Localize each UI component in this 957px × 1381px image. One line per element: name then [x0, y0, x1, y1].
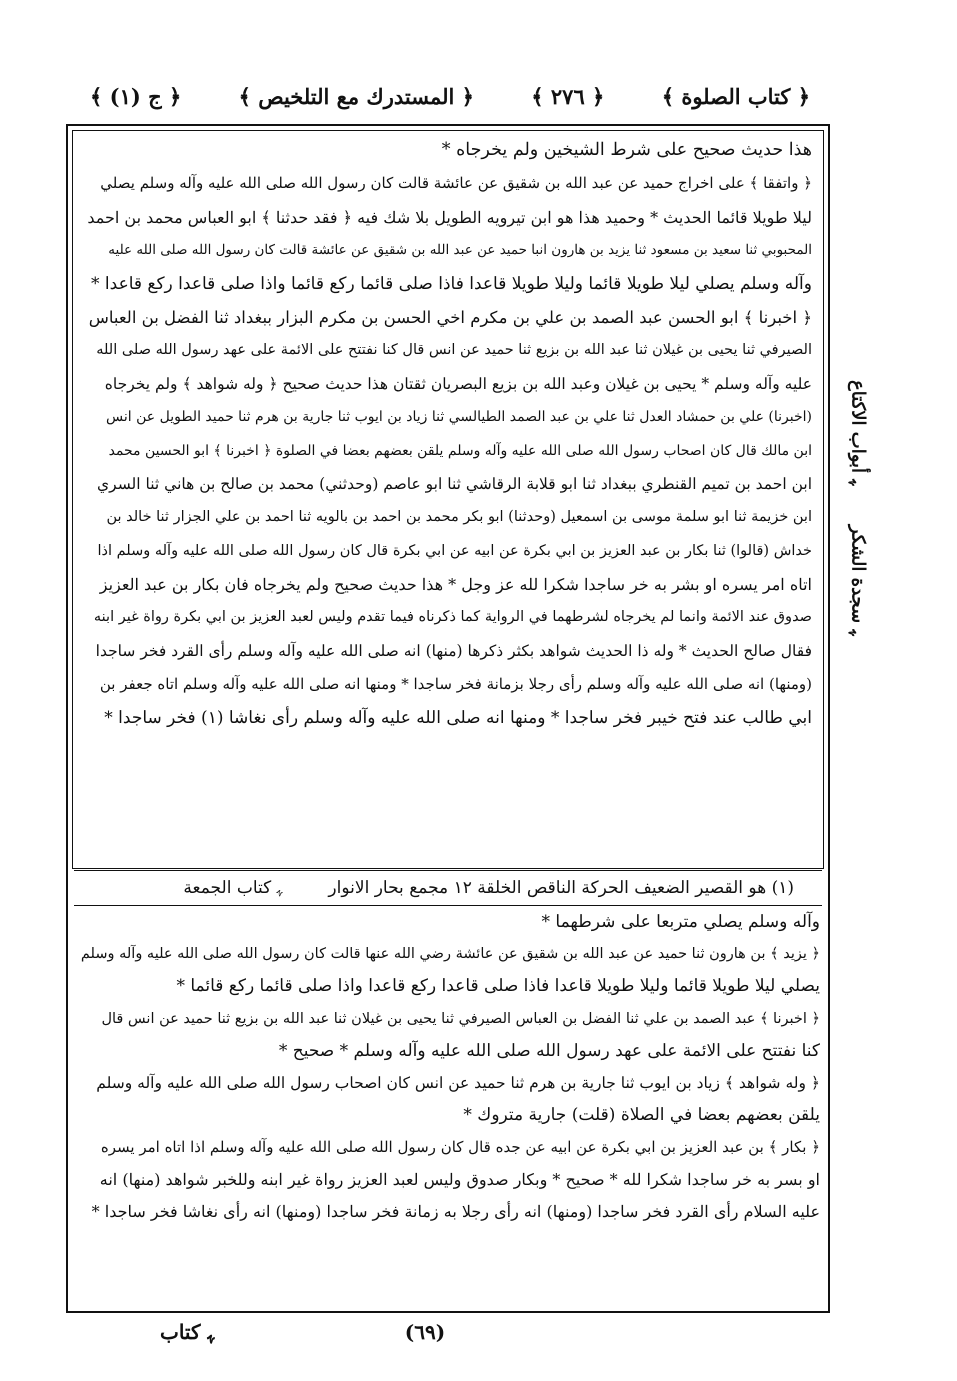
- volume-label: ﴿ ج (١) ﴾: [90, 83, 182, 109]
- text-line: صدوق عند الائمة وانما لم يخرجاه لشرطهما في الرواية كما ذكرناه فيما تقدم وليس لعبد العزيز بن ابي بكرة رواة غير ابنه: [93, 609, 812, 626]
- main-text: [84, 134, 812, 735]
- talkhis-line: يصلي ليلا طويلا قائما وليلا طويلا قاعدا فاذا صلى قاعدا ركع قاعدا واذا صلى قائما ركع قائما *: [176, 976, 820, 997]
- margin-titles: [838, 380, 878, 720]
- text-line: ﴿ واتفقا ﴾ على اخراج حميد عن عبد الله بن شقيق عن عائشة قالت كان رسول الله صلى الله عليه وآله وسلم يصلي: [100, 174, 812, 193]
- text-line: ابن مالك قال كان اصحاب رسول الله صلى الله عليه وآله وسلم يلقن بعضهم بعضا في الصلوة ﴿ اخبرنا ﴾ ابو الحسين محمد: [108, 442, 812, 459]
- talkhis-line: ﴿ وله شواهد ﴾ زياد بن ايوب ثنا جارية بن هرم ثنا حميد عن انس كان اصحاب رسول الله صلى الله عليه وآله وسلم: [96, 1073, 820, 1092]
- text-line: (ومنها) انه صلى الله عليه وآله وسلم رأى رجلا بزمانة فخر ساجدا * ومنها انه صلى الله عليه وآله وسلم اتاه جعفر بن: [99, 675, 812, 694]
- text-line: ابي طالب عند فتح خيبر فخر ساجدا * ومنها انه صلى الله عليه وآله وسلم رأى نغاشا (١) فخر ساجدا *: [104, 707, 812, 728]
- catchword: ﮩ كتاب: [160, 1320, 215, 1344]
- footer-page-number: (٦٩): [404, 1320, 446, 1344]
- text-line: وآله وسلم يصلي ليلا طويلا قائما وليلا طويلا قاعدا فاذا صلى قائما ركع قائما واذا صلى قاعدا ركع قاعدا *: [91, 273, 812, 294]
- margin-title-2: ﮩ سجدة الشكر: [847, 525, 869, 637]
- margin-title-1: ﮩ أبواب الاكتاع: [847, 380, 869, 486]
- text-line: فقال صالح الحديث * وله ذا الحديث شواهد بكثر ذكرها (منها) انه صلى الله عليه وآله وسلم رأى القرد فخر ساجدا: [95, 641, 812, 660]
- talkhis-line: ﴿ يزيد ﴾ بن هارون ثنا حميد عن عبد الله بن شقيق عن عائشة رضي الله عنها قالت كان رسول الله صلى الله عليه وآله وسلم: [80, 946, 820, 963]
- header-page-number: ﴿ ٢٧٦ ﴾: [531, 83, 605, 109]
- footnote-text: (١) هو القصير الضعيف الحركة الناقص الخلقة ١٢ مجمع بحار الانوار: [328, 878, 794, 898]
- talkhis-line: او بسر به خر ساجدا شكرا لله * صحيح * وبكار صدوق وليس لعبد العزيز رواة غير ابنه وللخبر شواهد (منها) انه: [99, 1169, 820, 1189]
- text-line: ﴿ اخبرنا ﴾ ابو الحسن عبد الصمد بن علي بن مكرم اخي الحسن بن مكرم البزار ببغداد ثنا الفضل بن العباس: [88, 307, 812, 327]
- talkhis-line: كنا نفتتح على الائمة على عهد رسول الله صلى الله عليه وآله وسلم * صحيح *: [278, 1040, 820, 1061]
- talkhis-line: عليه السلام رأى القرد فخر ساجدا (ومنها) انه رأى رجلا به زمانة فخر ساجدا (ومنها) انه رأى نغاشا فخر ساجدا *: [91, 1201, 820, 1221]
- text-line: ابن احمد بن تميم القنطري ببغداد ثنا ابو قلابة الرقاشي ثنا ابو عاصم (وحدثني) محمد بن صالح بن هاني ثنا السري: [97, 474, 812, 493]
- text-line: خداش (قالوا) ثنا بكار بن عبد العزيز بن ابي بكرة عن ابيه عن ابي بكرة قال كان رسول الله صلى الله عليه وآله وسلم اذا: [97, 542, 812, 559]
- footnote: [74, 870, 822, 906]
- text-line: ابن خزيمة ثنا ابو سلمة موسى بن اسمعيل (وحدثنا) ابو بكر محمد بن احمد بن بالويه ثنا احمد بن علي الجزار ثنا خالد بن: [106, 509, 812, 526]
- text-line: هذا حديث صحيح على شرط الشيخين ولم يخرجاه *: [441, 140, 812, 160]
- talkhis-text: [80, 906, 820, 1228]
- text-line: ليلا طويلا قائما الحديث * وحميد هذا هو ابن تيرويه الطويل بلا شك فيه ﴿ فقد حدثنا ﴾ ابو العباس محمد بن احمد: [87, 207, 812, 227]
- text-line: المحبوبي ثنا سعيد بن مسعود ثنا يزيد بن هارون انبا حميد عن عبد الله بن شقيق عن عائشة قالت كان رسول الله صلى الله عليه: [108, 242, 812, 259]
- talkhis-line: وآله وسلم يصلي متربعا على شرطهما *: [541, 912, 820, 932]
- footnote-section-tag: ﮩ كتاب الجمعة: [183, 878, 283, 898]
- text-line: اتاه امر يسره او بشر به خر ساجدا شكرا لله عز وجل * هذا حديث صحيح ولم يخرجاه فان بكار بن عبد العزيز: [99, 575, 812, 595]
- book-title: ﴿ المستدرك مع التلخيص ﴾: [238, 83, 474, 109]
- chapter-title: ﴿ كتاب الصلوة ﴾: [661, 83, 810, 109]
- talkhis-line: ﴿ بكار ﴾ بن عبد العزيز بن ابي بكرة عن ابيه عن جده قال كان رسول الله صلى الله عليه وآله وسلم اذا اتاه امر يسره: [100, 1138, 820, 1157]
- talkhis-line: ﴿ اخبرنا ﴾ عبد الصمد بن علي ثنا الفضل بن العباس الصيرفي ثنا يحيى بن غيلان ثنا عبد الله بن بزيع ثنا حميد عن انس قال: [101, 1010, 820, 1027]
- page-header: [90, 74, 810, 118]
- text-line: عليه وآله وسلم * يحيى بن غيلان وعبد الله بن بزيع البصريان ثقتان هذا حديث صحيح ﴿ وله شواهد ﴾ ولم يخرجاه: [104, 374, 812, 393]
- text-line: (اخبرنا) علي بن حمشاد العدل ثنا علي بن عبد الصمد الطيالسي ثنا زياد بن ايوب ثنا جارية بن هرم ثنا حميد الطويل عن انس: [106, 409, 812, 426]
- talkhis-line: يلقن بعضهم بعضا في الصلاة (قلت) جارية متروك *: [463, 1105, 820, 1126]
- text-line: الصيرفي ثنا يحيى بن غيلان ثنا عبد الله بن بزيع ثنا حميد عن انس قال كنا نفتتح على الائمة على عهد رسول الله صلى الله: [96, 342, 812, 359]
